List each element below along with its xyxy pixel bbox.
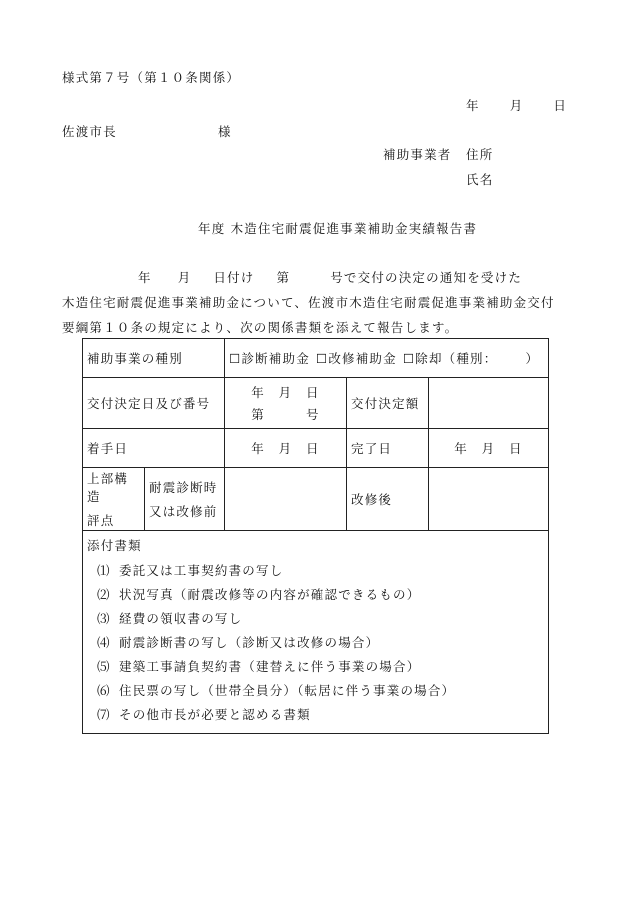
intro-day-dated: 日付け — [213, 270, 255, 285]
attachment-item — [87, 655, 544, 679]
row-dates — [83, 429, 549, 468]
applicant-label: 補助事業者 — [383, 147, 452, 162]
attachment-num: ⑸ — [97, 659, 111, 674]
report-table — [82, 338, 549, 734]
decision-date: 年 月 日 — [251, 385, 320, 400]
attachment-text: 住民票の写し（世帯全員分）（転居に伴う事業の場合） — [119, 683, 456, 698]
attachment-text: その他市長が必要と認める書類 — [119, 707, 311, 722]
decision-date-number — [225, 378, 347, 429]
score-before-value[interactable] — [225, 468, 347, 531]
applicant-name-label: 氏名 — [466, 172, 494, 187]
row-subsidy-type — [83, 339, 549, 378]
end-date-value: 年 月 日 — [429, 429, 549, 468]
row-decision — [83, 378, 549, 429]
date-month: 月 — [509, 98, 524, 113]
form-number: 様式第７号（第１０条関係） — [62, 70, 241, 85]
intro-line-2: 木造住宅耐震促進事業補助金について、佐渡市木造住宅耐震促進事業補助金交付 — [62, 295, 555, 310]
attachment-num: ⑵ — [97, 587, 111, 602]
attachments-cell — [83, 531, 549, 734]
option-demolition-close: ） — [525, 351, 540, 366]
score-after-value[interactable] — [429, 468, 549, 531]
attachment-num: ⑺ — [97, 707, 111, 722]
attachment-text: 委託又は工事契約書の写し — [119, 563, 284, 578]
attachments-heading: 添付書類 — [87, 538, 142, 553]
score-before-line-2: 又は改修前 — [149, 504, 218, 519]
score-label-line-2: 評点 — [87, 513, 115, 528]
attachment-item — [87, 607, 544, 631]
subsidy-type-label: 補助事業の種別 — [83, 339, 225, 378]
applicant-address-label: 住所 — [466, 147, 494, 162]
intro-month: 月 — [177, 270, 192, 285]
addressee-name: 佐渡市長 — [62, 124, 117, 139]
attachment-text: 状況写真（耐震改修等の内容が確認できるもの） — [119, 587, 421, 602]
subsidy-type-options — [225, 339, 549, 378]
attachment-item — [87, 631, 544, 655]
addressee-honorific: 様 — [218, 124, 232, 139]
attachment-text: 経費の領収書の写し — [119, 611, 243, 626]
score-label — [83, 468, 145, 531]
score-label-line-1: 上部構造 — [87, 471, 129, 504]
attachment-num: ⑶ — [97, 611, 111, 626]
attachment-num: ⑹ — [97, 683, 111, 698]
decision-amount-label: 交付決定額 — [347, 378, 429, 429]
intro-line-3: 要綱第１０条の規定により、次の関係書類を添えて報告します。 — [62, 320, 459, 335]
decision-amount-value[interactable] — [429, 378, 549, 429]
score-after-label: 改修後 — [347, 468, 429, 531]
option-demolition[interactable]: ☐除却（種別： — [402, 351, 498, 366]
start-date-label: 着手日 — [83, 429, 225, 468]
date-line — [466, 96, 567, 114]
attachment-num: ⑷ — [97, 635, 111, 650]
date-year: 年 — [466, 98, 480, 113]
score-before-label — [145, 468, 225, 531]
intro-year: 年 — [138, 270, 152, 285]
row-attachments — [83, 531, 549, 734]
document-title: 年度 木造住宅耐震促進事業補助金実績報告書 — [198, 221, 478, 236]
end-date-label: 完了日 — [347, 429, 429, 468]
decision-label: 交付決定日及び番号 — [83, 378, 225, 429]
row-score — [83, 468, 549, 531]
intro-number-prefix: 第 — [276, 270, 291, 285]
attachment-text: 建築工事請負契約書（建替えに伴う事業の場合） — [119, 659, 421, 674]
option-diagnosis[interactable]: ☐診断補助金 — [229, 351, 310, 366]
option-retrofit[interactable]: ☐改修補助金 — [315, 351, 397, 366]
attachment-text: 耐震診断書の写し（診断又は改修の場合） — [119, 635, 380, 650]
date-day: 日 — [553, 98, 568, 113]
attachment-num: ⑴ — [97, 563, 111, 578]
intro-line-1 — [62, 268, 562, 286]
attachment-item — [87, 679, 544, 703]
start-date-value: 年 月 日 — [225, 429, 347, 468]
attachment-item — [87, 583, 544, 607]
decision-number: 第 号 — [251, 407, 320, 422]
score-before-line-1: 耐震診断時 — [149, 480, 218, 495]
attachment-item — [87, 703, 544, 727]
intro-line-1-rest: 号で交付の決定の通知を受けた — [330, 270, 523, 285]
attachment-item — [87, 559, 544, 583]
